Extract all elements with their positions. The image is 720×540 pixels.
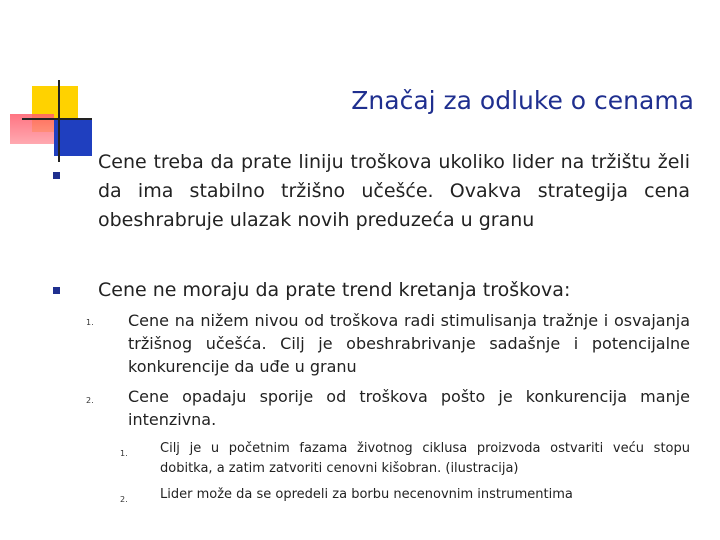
list-number: 2.	[86, 396, 94, 405]
bullet-marker	[53, 287, 60, 294]
list-number: 1.	[86, 318, 94, 327]
list-item-text: Cene na nižem nivou od troškova radi stimulisanja tražnje i osvajanja tržišnog učešća. Cilj je obeshrabrivanje sadašnje i potencijalne konkurencije da uđe u granu	[128, 311, 690, 376]
nested-list-item-text: Cilj je u početnim fazama životnog ciklusa proizvoda ostvariti veću stopu dobitka, a zatim zatvoriti cenovni kišobran. (ilustracija)	[160, 441, 690, 476]
nested-list-number: 1.	[120, 449, 128, 458]
bullet-marker	[53, 172, 60, 179]
slide-title: Značaj za odluke o cenama	[351, 86, 694, 115]
slide-logo-decoration	[0, 0, 100, 170]
list-item-text: Cene opadaju sporije od troškova pošto je konkurencija manje intenzivna.	[128, 387, 690, 429]
nested-list-item-text: Lider može da se opredeli za borbu necenovnim instrumentima	[160, 487, 573, 502]
nested-list-number: 2.	[120, 495, 128, 504]
bullet-text: Cene ne moraju da prate trend kretanja troškova:	[98, 279, 571, 301]
bullet-text: Cene treba da prate liniju troškova ukoliko lider na tržištu želi da ima stabilno tržišno učešće. Ovakva strategija cena obeshrabruje ulazak novih preduzeća u granu	[98, 151, 690, 231]
logo-vertical-line	[58, 80, 60, 162]
logo-horizontal-line	[22, 118, 92, 120]
